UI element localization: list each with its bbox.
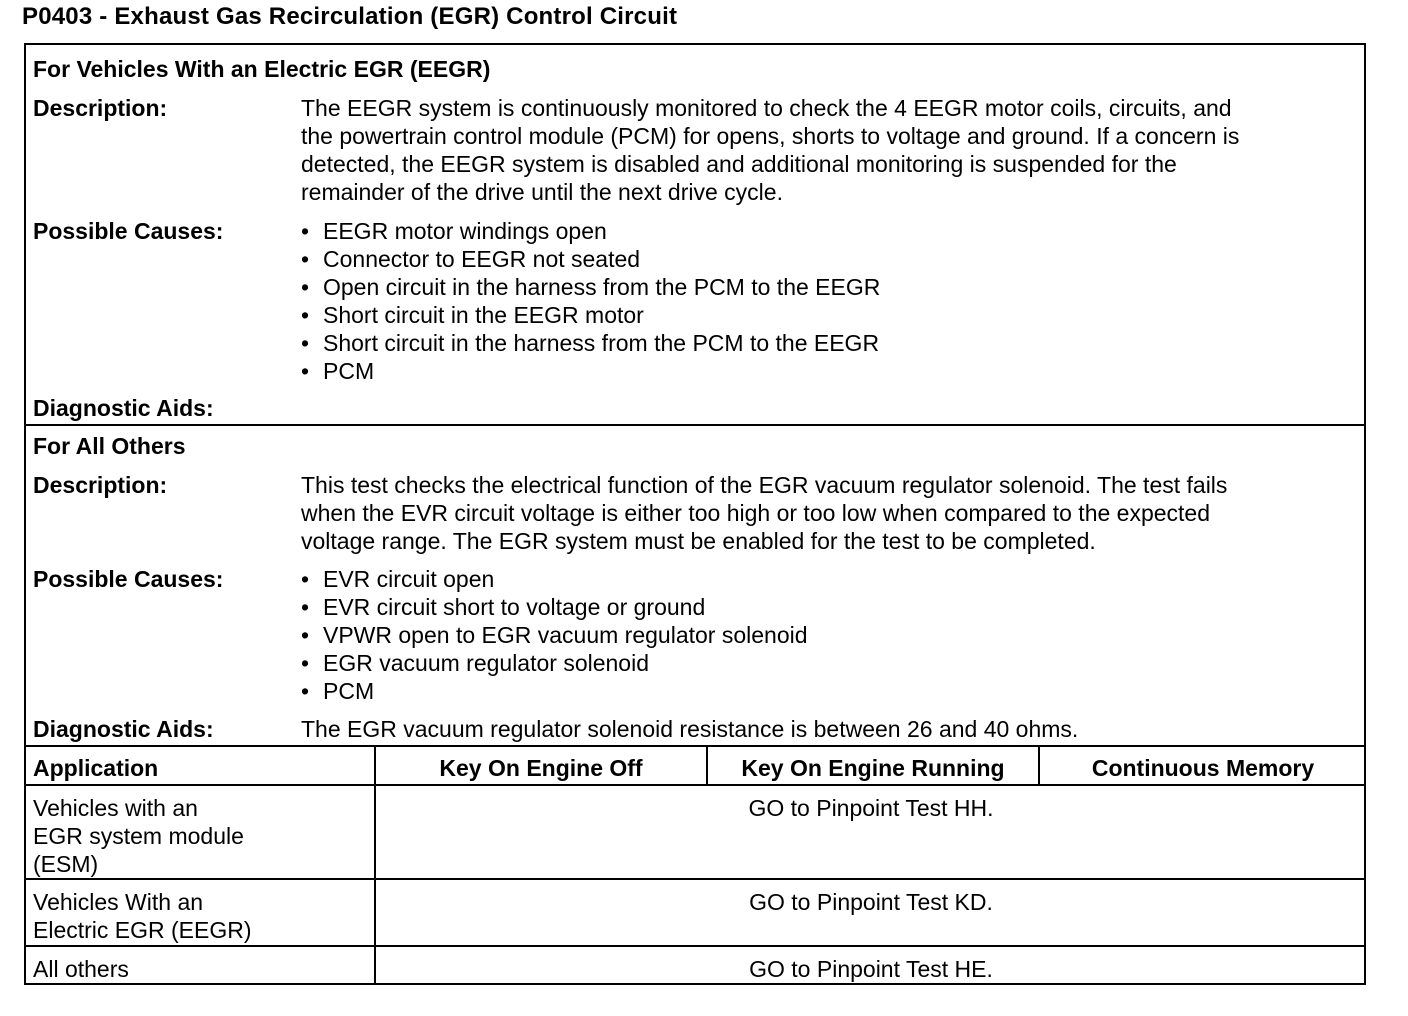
- application-line: Vehicles With an: [33, 889, 204, 915]
- diagnostic-aids-text: The EGR vacuum regulator solenoid resistance is between 26 and 40 ohms.: [301, 716, 1079, 742]
- description-text: [301, 94, 1361, 206]
- list-item: • Connector to EEGR not seated: [301, 245, 880, 273]
- divider: [24, 745, 1366, 747]
- section-heading-all-others: For All Others: [33, 433, 186, 459]
- table-row-application: All others: [33, 956, 129, 982]
- column-header-application: Application: [33, 755, 159, 781]
- description-text: [301, 471, 1361, 555]
- possible-causes-label: Possible Causes:: [33, 218, 224, 244]
- possible-causes-list: [301, 565, 808, 705]
- description-line: when the EVR circuit voltage is either too high or too low when compared to the expected: [301, 500, 1211, 526]
- diagnostic-aids-label: Diagnostic Aids:: [33, 716, 214, 742]
- table-row-action: GO to Pinpoint Test KD.: [749, 889, 993, 915]
- divider: [24, 878, 1366, 880]
- description-line: detected, the EEGR system is disabled and additional monitoring is suspended for the: [301, 151, 1177, 177]
- possible-causes-list: [301, 217, 880, 385]
- list-item: • EGR vacuum regulator solenoid: [301, 649, 808, 677]
- list-item: • Short circuit in the EEGR motor: [301, 301, 880, 329]
- description-line: the powertrain control module (PCM) for opens, shorts to voltage and ground. If a concern is: [301, 123, 1240, 149]
- list-item: • Open circuit in the harness from the PCM to the EEGR: [301, 273, 880, 301]
- column-header-continuous-memory: Continuous Memory: [1091, 755, 1315, 781]
- description-line: remainder of the drive until the next drive cycle.: [301, 179, 783, 205]
- divider: [24, 945, 1366, 947]
- list-item: • Short circuit in the harness from the PCM to the EEGR: [301, 329, 880, 357]
- divider: [24, 784, 1366, 786]
- diagnostic-aids-label: Diagnostic Aids:: [33, 395, 214, 421]
- list-item: • PCM: [301, 677, 808, 705]
- list-item: • PCM: [301, 357, 880, 385]
- divider: [24, 424, 1366, 426]
- table-row-application: [33, 794, 244, 878]
- possible-causes-label: Possible Causes:: [33, 566, 224, 592]
- description-line: The EEGR system is continuously monitored to check the 4 EEGR motor coils, circuits, and: [301, 95, 1232, 121]
- description-line: voltage range. The EGR system must be enabled for the test to be completed.: [301, 528, 1096, 554]
- column-header-koer: Key On Engine Running: [741, 755, 1005, 781]
- table-row-action: GO to Pinpoint Test HH.: [748, 795, 994, 821]
- table-row-action: GO to Pinpoint Test HE.: [749, 956, 993, 982]
- page-title: P0403 - Exhaust Gas Recirculation (EGR) Control Circuit: [22, 3, 678, 30]
- list-item: • VPWR open to EGR vacuum regulator solenoid: [301, 621, 808, 649]
- application-line: EGR system module: [33, 823, 244, 849]
- list-item: • EVR circuit short to voltage or ground: [301, 593, 808, 621]
- application-line: (ESM): [33, 851, 99, 877]
- description-label: Description:: [33, 472, 168, 498]
- application-line: Electric EGR (EEGR): [33, 917, 252, 943]
- list-item: • EVR circuit open: [301, 565, 808, 593]
- section-heading-eegr: For Vehicles With an Electric EGR (EEGR): [33, 56, 491, 82]
- table-row-application: [33, 888, 252, 944]
- application-line: Vehicles with an: [33, 795, 198, 821]
- list-item: • EEGR motor windings open: [301, 217, 880, 245]
- description-line: This test checks the electrical function of the EGR vacuum regulator solenoid. The test fails: [301, 472, 1228, 498]
- column-header-koeo: Key On Engine Off: [439, 755, 643, 781]
- description-label: Description:: [33, 95, 168, 121]
